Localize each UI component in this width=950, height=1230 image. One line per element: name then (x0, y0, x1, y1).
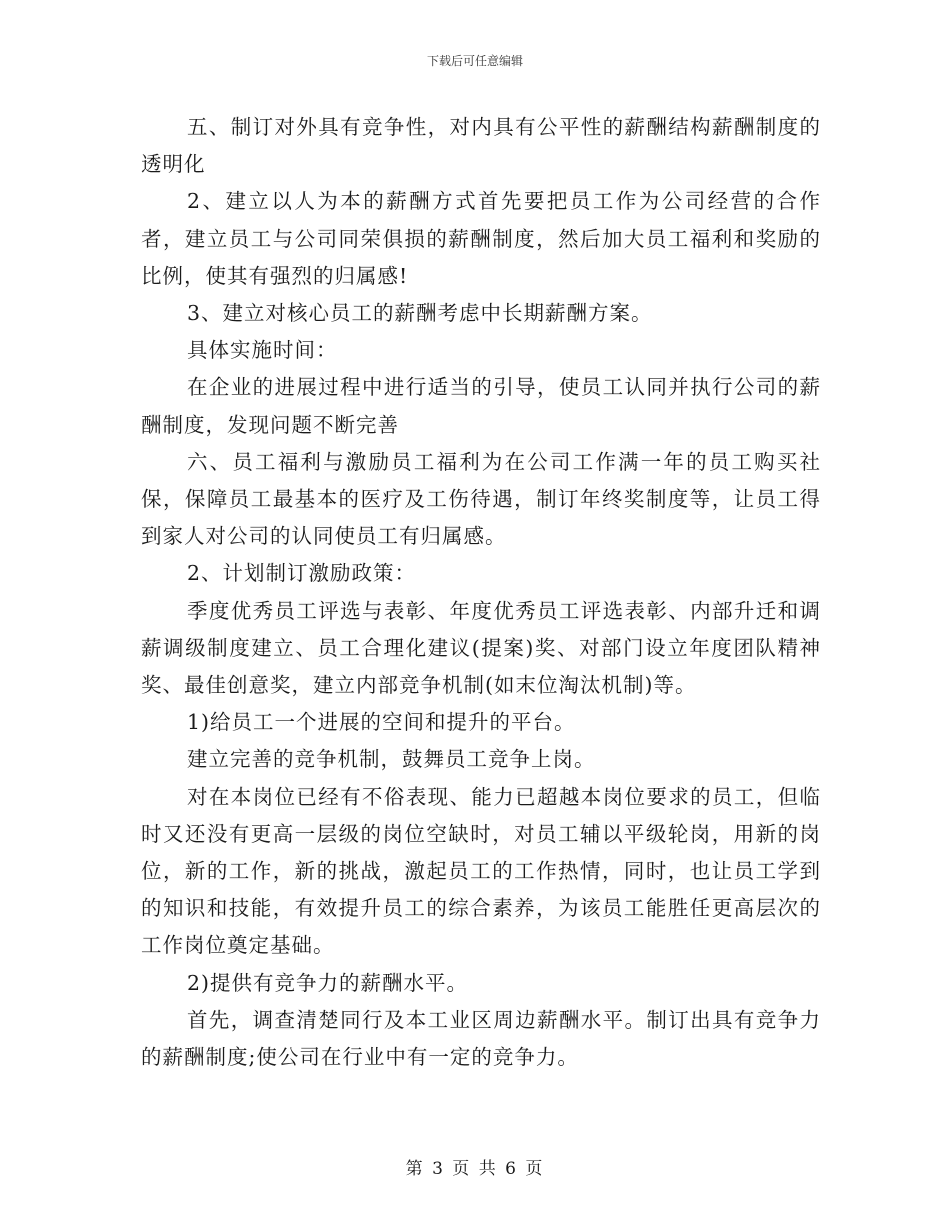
paragraph: 对在本岗位已经有不俗表现、能力已超越本岗位要求的员工，但临时又还没有更高一层级的岗位空缺时，对员工辅以平级轮岗，用新的岗位，新的工作，新的挑战，激起员工的工作热情，同时，也让员工学到的知识和技能，有效提升员工的综合素养，为该员工能胜任更高层次的工作岗位奠定基础。 (141, 784, 821, 958)
paragraph: 首先，调查清楚同行及本工业区周边薪酬水平。制订出具有竞争力的薪酬制度;使公司在行业中有一定的竞争力。 (141, 1007, 821, 1070)
paragraph: 2、建立以人为本的薪酬方式首先要把员工作为公司经营的合作者，建立员工与公司同荣俱损的薪酬制度，然后加大员工福利和奖励的比例，使其有强烈的归属感! (141, 189, 821, 288)
paragraph: 2)提供有竞争力的薪酬水平。 (187, 970, 469, 995)
paragraph: 具体实施时间： (187, 338, 338, 363)
document-body (141, 109, 821, 1076)
paragraph: 六、员工福利与激励员工福利为在公司工作满一年的员工购买社保，保障员工最基本的医疗及工伤待遇，制订年终奖制度等，让员工得到家人对公司的认同使员工有归属感。 (141, 449, 821, 549)
paragraph: 3、建立对核心员工的薪酬考虑中长期薪酬方案。 (187, 301, 653, 326)
page-number-footer: 第 3 页 共 6 页 (405, 1159, 545, 1179)
paragraph: 建立完善的竞争机制，鼓舞员工竞争上岗。 (187, 747, 596, 772)
page-header-note: 下载后可任意编辑 (426, 54, 523, 68)
paragraph: 2、计划制订激励政策： (187, 561, 417, 586)
paragraph: 1)给员工一个进展的空间和提升的平台。 (187, 710, 576, 735)
paragraph: 季度优秀员工评选与表彰、年度优秀员工评选表彰、内部升迁和调薪调级制度建立、员工合理化建议(提案)奖、对部门设立年度团队精神奖、最佳创意奖，建立内部竞争机制(如末位淘汰机制)等。 (141, 598, 821, 698)
paragraph: 在企业的进展过程中进行适当的引导，使员工认同并执行公司的薪酬制度，发现问题不断完善 (141, 375, 821, 437)
paragraph: 五、制订对外具有竞争性，对内具有公平性的薪酬结构薪酬制度的透明化 (141, 115, 821, 177)
